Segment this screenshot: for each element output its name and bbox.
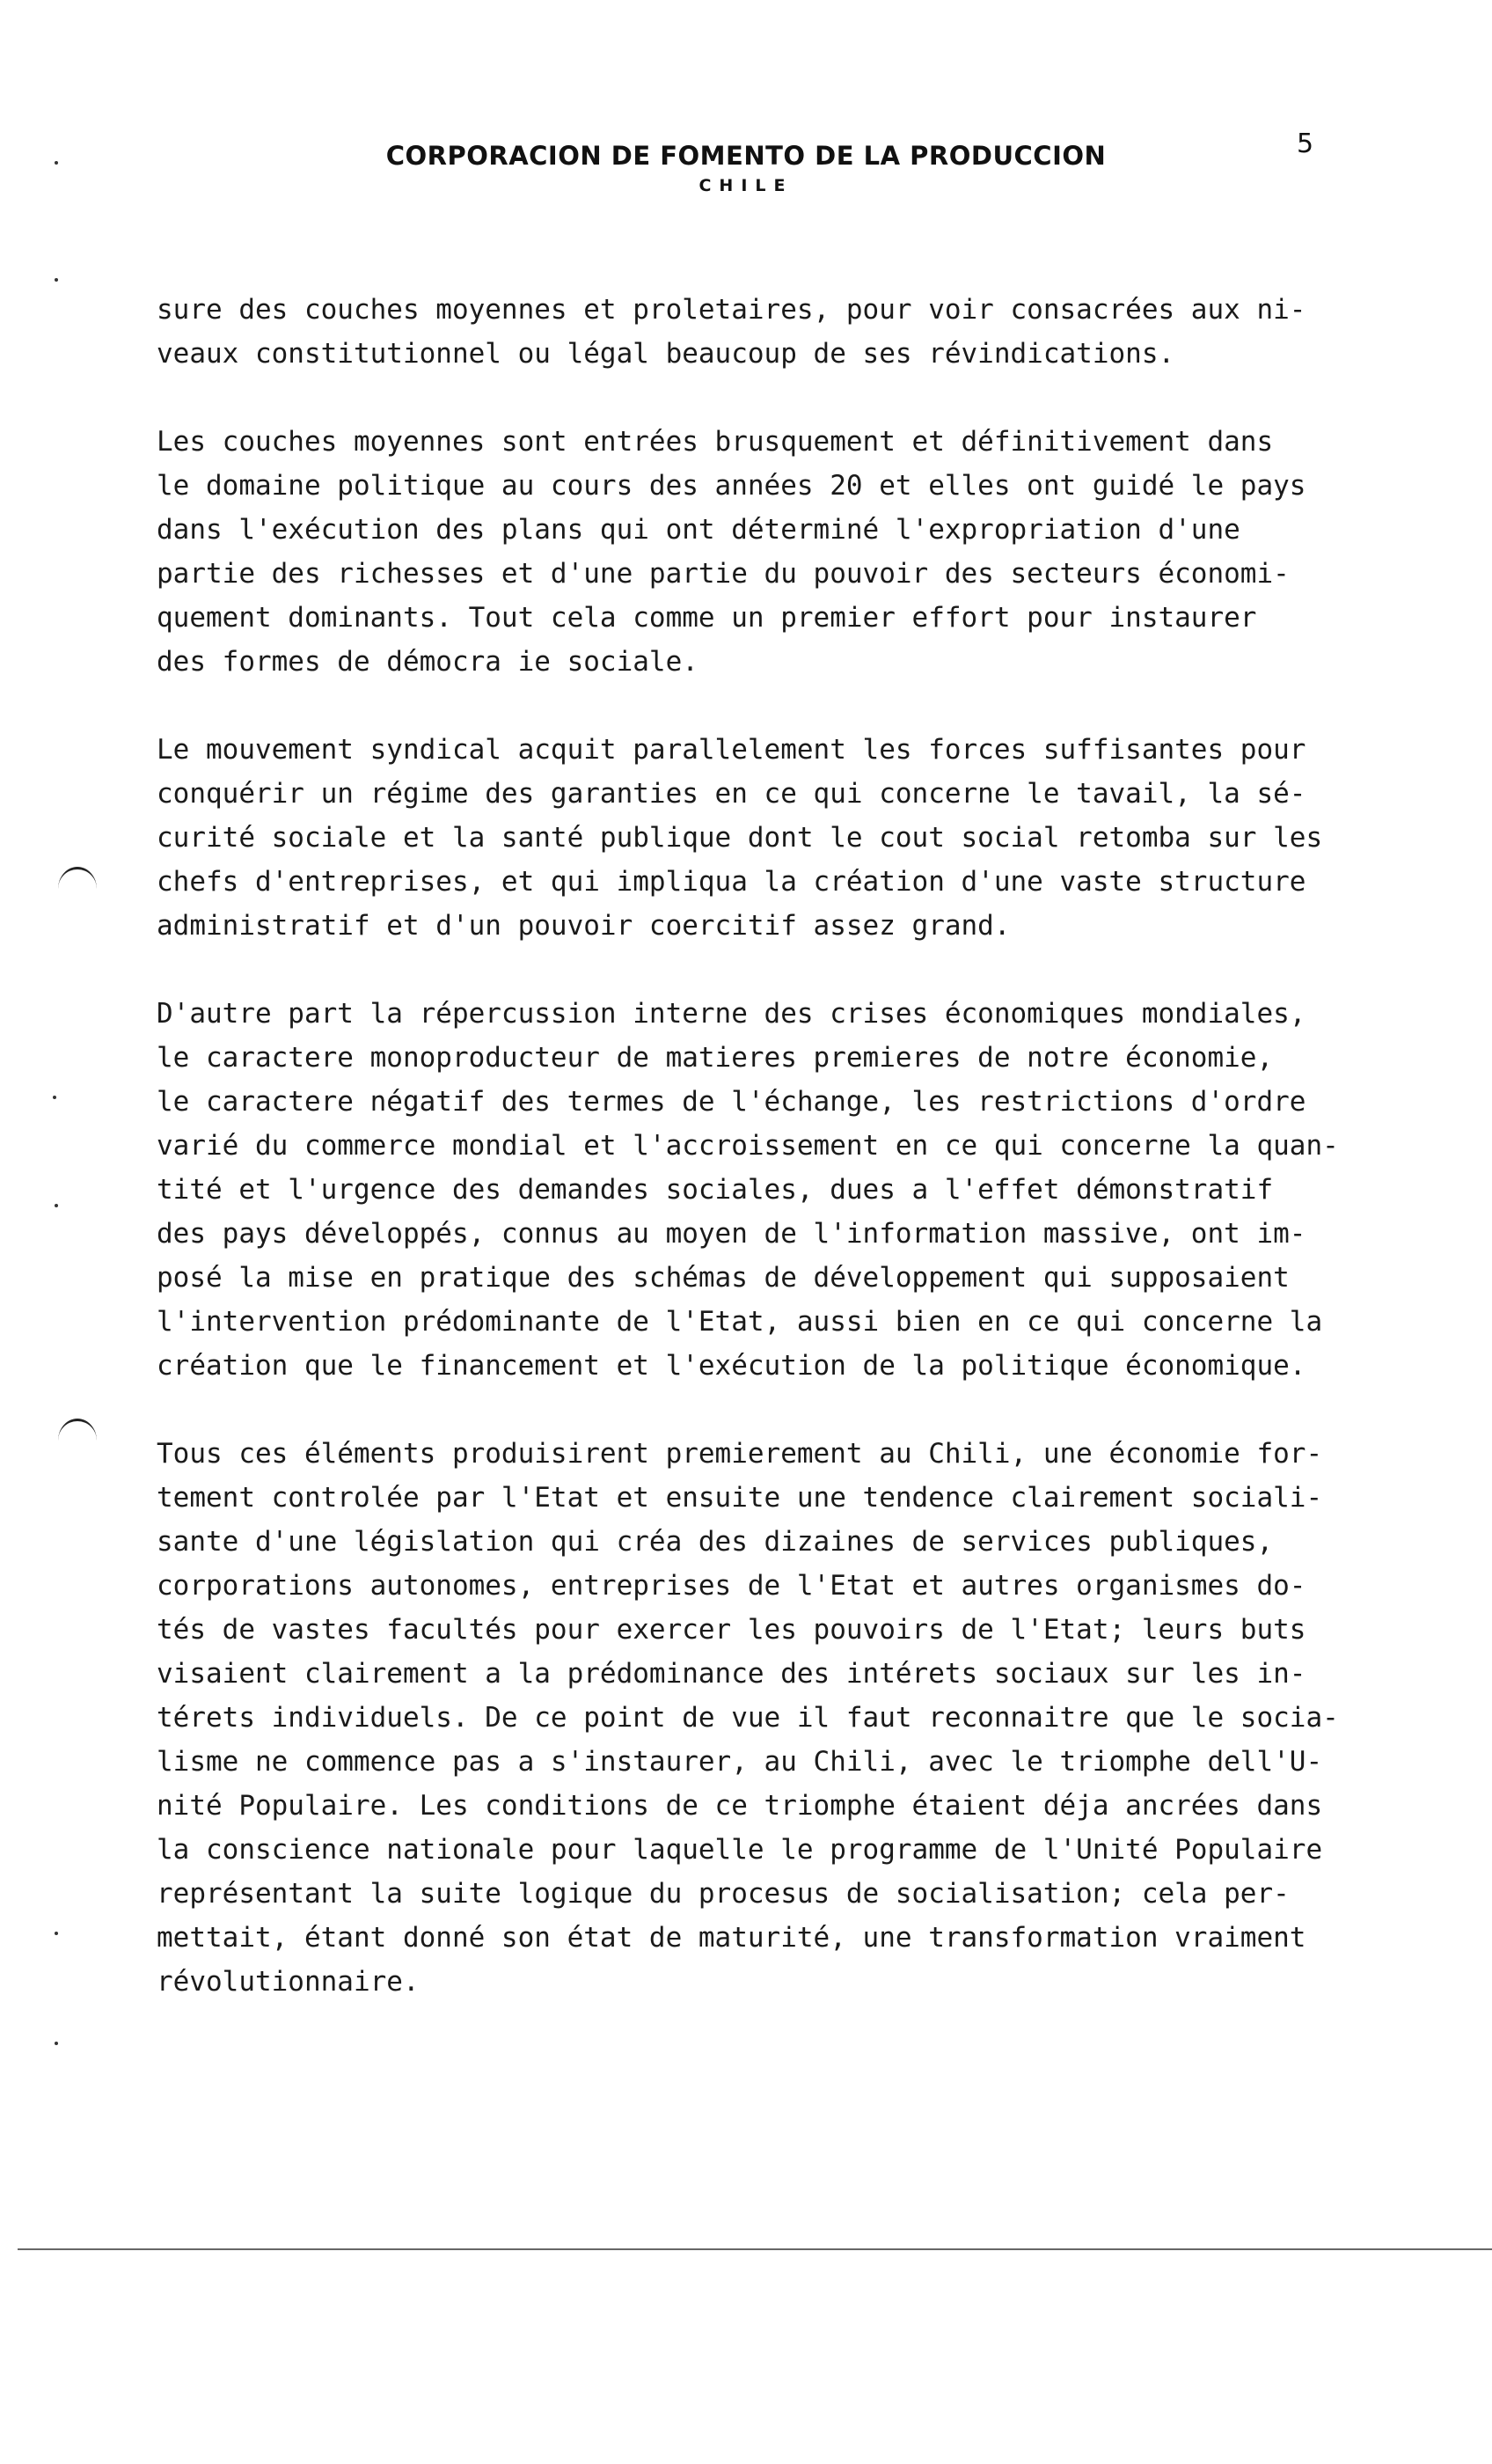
text-line: mettait, étant donné son état de maturité, une transformation vraiment: [157, 1922, 1306, 1954]
text-line: quement dominants. Tout cela comme un premier effort pour instaurer: [157, 602, 1257, 634]
text-line: D'autre part la répercussion interne des crises économiques mondiales,: [157, 998, 1306, 1030]
text-line: le domaine politique au cours des années 20 et elles ont guidé le pays: [157, 470, 1306, 502]
text-line: tité et l'urgence des demandes sociales, dues a l'effet démonstratif: [157, 1174, 1274, 1206]
text-line: des pays développés, connus au moyen de l'information massive, ont im-: [157, 1218, 1306, 1250]
paragraph: [157, 288, 1441, 376]
text-line: le caractere monoproducteur de matieres premieres de notre économie,: [157, 1042, 1274, 1074]
text-line: administratif et d'un pouvoir coercitif assez grand.: [157, 910, 1011, 942]
text-line: térets individuels. De ce point de vue il faut reconnaitre que le socia-: [157, 1702, 1339, 1734]
margin-dot: [55, 2042, 58, 2045]
margin-arc: [58, 1419, 97, 1441]
text-line: sure des couches moyennes et proletaires, pour voir consacrées aux ni-: [157, 294, 1306, 326]
paragraph: [157, 992, 1441, 1388]
text-line: nité Populaire. Les conditions de ce triomphe étaient déja ancrées dans: [157, 1790, 1323, 1822]
text-line: l'intervention prédominante de l'Etat, aussi bien en ce qui concerne la: [157, 1306, 1323, 1338]
text-line: tement controlée par l'Etat et ensuite une tendence clairement sociali-: [157, 1482, 1323, 1514]
text-line: des formes de démocra ie sociale.: [157, 646, 698, 678]
text-line: tés de vastes facultés pour exercer les pouvoirs de l'Etat; leurs buts: [157, 1614, 1306, 1646]
text-line: conquérir un régime des garanties en ce qui concerne le tavail, la sé-: [157, 778, 1306, 810]
header-title: CORPORACION DE FOMENTO DE LA PRODUCCION: [385, 141, 1107, 171]
text-line: création que le financement et l'exécution de la politique économique.: [157, 1350, 1306, 1382]
document-body: [157, 288, 1441, 2048]
margin-dot: [55, 1204, 58, 1207]
header-subtitle: CHILE: [698, 176, 794, 195]
margin-dot: [55, 278, 58, 282]
margin-dot: [55, 161, 58, 165]
text-line: Les couches moyennes sont entrées brusquement et définitivement dans: [157, 426, 1274, 458]
margin-dot: [55, 1932, 58, 1935]
text-line: Tous ces éléments produisirent premierement au Chili, une économie for-: [157, 1438, 1323, 1470]
text-line: corporations autonomes, entreprises de l'Etat et autres organismes do-: [157, 1570, 1306, 1602]
page-header: [0, 141, 1492, 195]
paragraph: [157, 1432, 1441, 2004]
paragraph: [157, 728, 1441, 948]
text-line: révolutionnaire.: [157, 1966, 420, 1998]
text-line: posé la mise en pratique des schémas de développement qui supposaient: [157, 1262, 1290, 1294]
text-line: varié du commerce mondial et l'accroissement en ce qui concerne la quan-: [157, 1130, 1339, 1162]
text-line: Le mouvement syndical acquit parallelement les forces suffisantes pour: [157, 734, 1306, 766]
text-line: veaux constitutionnel ou légal beaucoup de ses révindications.: [157, 338, 1175, 370]
paragraph: [157, 420, 1441, 684]
text-line: le caractere négatif des termes de l'échange, les restrictions d'ordre: [157, 1086, 1306, 1118]
text-line: représentant la suite logique du procesus de socialisation; cela per-: [157, 1878, 1290, 1910]
text-line: curité sociale et la santé publique dont le cout social retomba sur les: [157, 822, 1323, 854]
margin-arc: [58, 867, 97, 889]
bottom-rule: [18, 2248, 1492, 2250]
text-line: lisme ne commence pas a s'instaurer, au Chili, avec le triomphe dell'U-: [157, 1746, 1323, 1778]
text-line: chefs d'entreprises, et qui impliqua la création d'une vaste structure: [157, 866, 1306, 898]
text-line: visaient clairement a la prédominance des intérets sociaux sur les in-: [157, 1658, 1306, 1690]
text-line: la conscience nationale pour laquelle le programme de l'Unité Populaire: [157, 1834, 1323, 1866]
page-number: 5: [1297, 128, 1314, 159]
text-line: dans l'exécution des plans qui ont déterminé l'expropriation d'une: [157, 514, 1240, 546]
text-line: sante d'une législation qui créa des dizaines de services publiques,: [157, 1526, 1274, 1558]
margin-dot: [53, 1096, 56, 1099]
text-line: partie des richesses et d'une partie du pouvoir des secteurs économi-: [157, 558, 1290, 590]
